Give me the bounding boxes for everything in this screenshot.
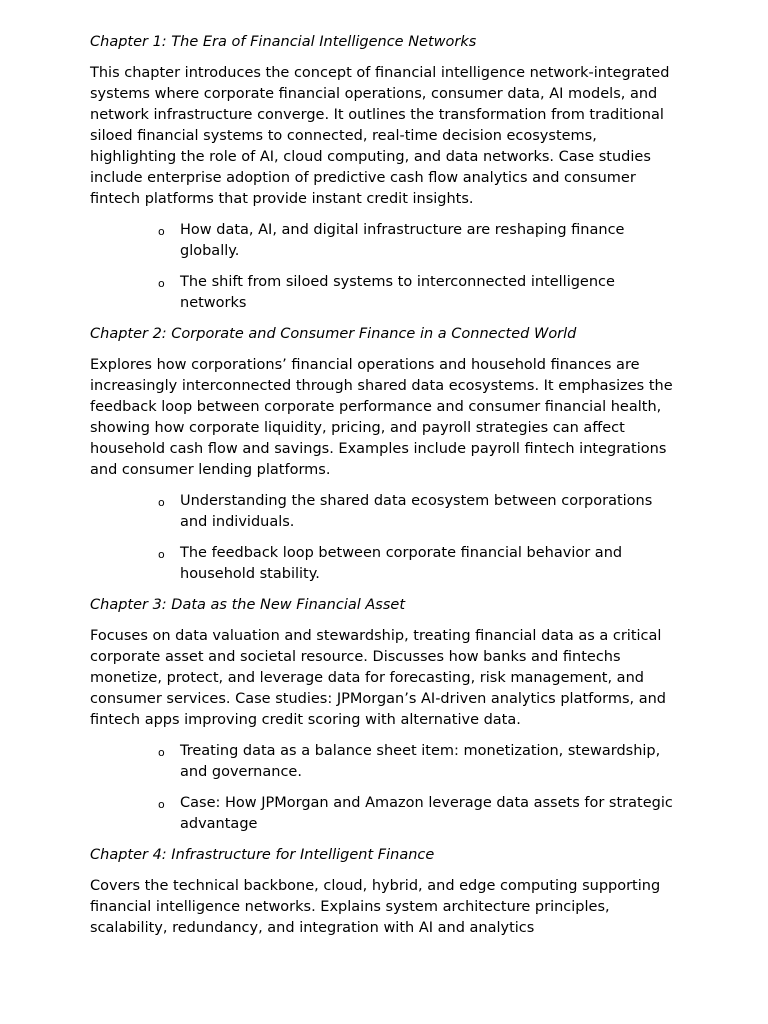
list-item	[90, 220, 680, 262]
bullet-marker-icon: o	[158, 548, 165, 561]
chapter-summary: Covers the technical backbone, cloud, hybrid, and edge computing supporting financial intelligence networks. Explains system architecture principles, scalability, redundancy, and integration with AI and analytics	[90, 878, 661, 936]
bullet-text: Treating data as a balance sheet item: monetization, stewardship, and governance.	[180, 743, 661, 780]
list-item	[90, 491, 680, 533]
bullet-text: The shift from siloed systems to interconnected intelligence networks	[180, 274, 615, 311]
chapter-title: Chapter 4: Infrastructure for Intelligent Finance	[90, 847, 435, 863]
bullet-list	[90, 491, 680, 585]
chapter-2	[90, 324, 680, 585]
bullet-text: Understanding the shared data ecosystem between corporations and individuals.	[180, 493, 653, 530]
chapter-summary: This chapter introduces the concept of financial intelligence network-integrated systems where corporate financial operations, consumer data, AI models, and network infrastructure converge. It outlines the transformation from traditional siloed financial systems to connected, real-time decision ecosystems, highlighting the role of AI, cloud computing, and data networks. Case studies include enterprise adoption of predictive cash flow analytics and consumer fintech platforms that provide instant credit insights.	[90, 65, 670, 207]
bullet-marker-icon: o	[158, 746, 165, 759]
list-item	[90, 741, 680, 783]
bullet-text: The feedback loop between corporate financial behavior and household stability.	[180, 545, 623, 582]
chapter-3	[90, 595, 680, 835]
chapter-summary: Focuses on data valuation and stewardship, treating financial data as a critical corporate asset and societal resource. Discusses how banks and fintechs monetize, protect, and leverage data for forecasting, risk management, and consumer services. Case studies: JPMorgan’s AI-driven analytics platforms, and fintech apps improving credit scoring with alternative data.	[90, 628, 666, 728]
bullet-text: Case: How JPMorgan and Amazon leverage data assets for strategic advantage	[180, 795, 673, 832]
list-item	[90, 543, 680, 585]
chapter-title: Chapter 3: Data as the New Financial Asset	[90, 597, 406, 613]
list-item	[90, 272, 680, 314]
chapter-4	[90, 845, 680, 939]
chapter-title: Chapter 2: Corporate and Consumer Finance in a Connected World	[90, 326, 577, 342]
bullet-text: How data, AI, and digital infrastructure are reshaping finance globally.	[180, 222, 625, 259]
bullet-marker-icon: o	[158, 225, 165, 238]
chapter-summary: Explores how corporations’ financial operations and household finances are increasingly interconnected through shared data ecosystems. It emphasizes the feedback loop between corporate performance and consumer financial health, showing how corporate liquidity, pricing, and payroll strategies can affect household cash flow and savings. Examples include payroll fintech integrations and consumer lending platforms.	[90, 357, 673, 478]
list-item	[90, 793, 680, 835]
bullet-marker-icon: o	[158, 798, 165, 811]
document-page	[90, 32, 680, 949]
bullet-list	[90, 741, 680, 835]
chapter-1	[90, 32, 680, 314]
bullet-list	[90, 220, 680, 314]
bullet-marker-icon: o	[158, 496, 165, 509]
bullet-marker-icon: o	[158, 277, 165, 290]
chapter-title: Chapter 1: The Era of Financial Intelligence Networks	[90, 34, 477, 50]
